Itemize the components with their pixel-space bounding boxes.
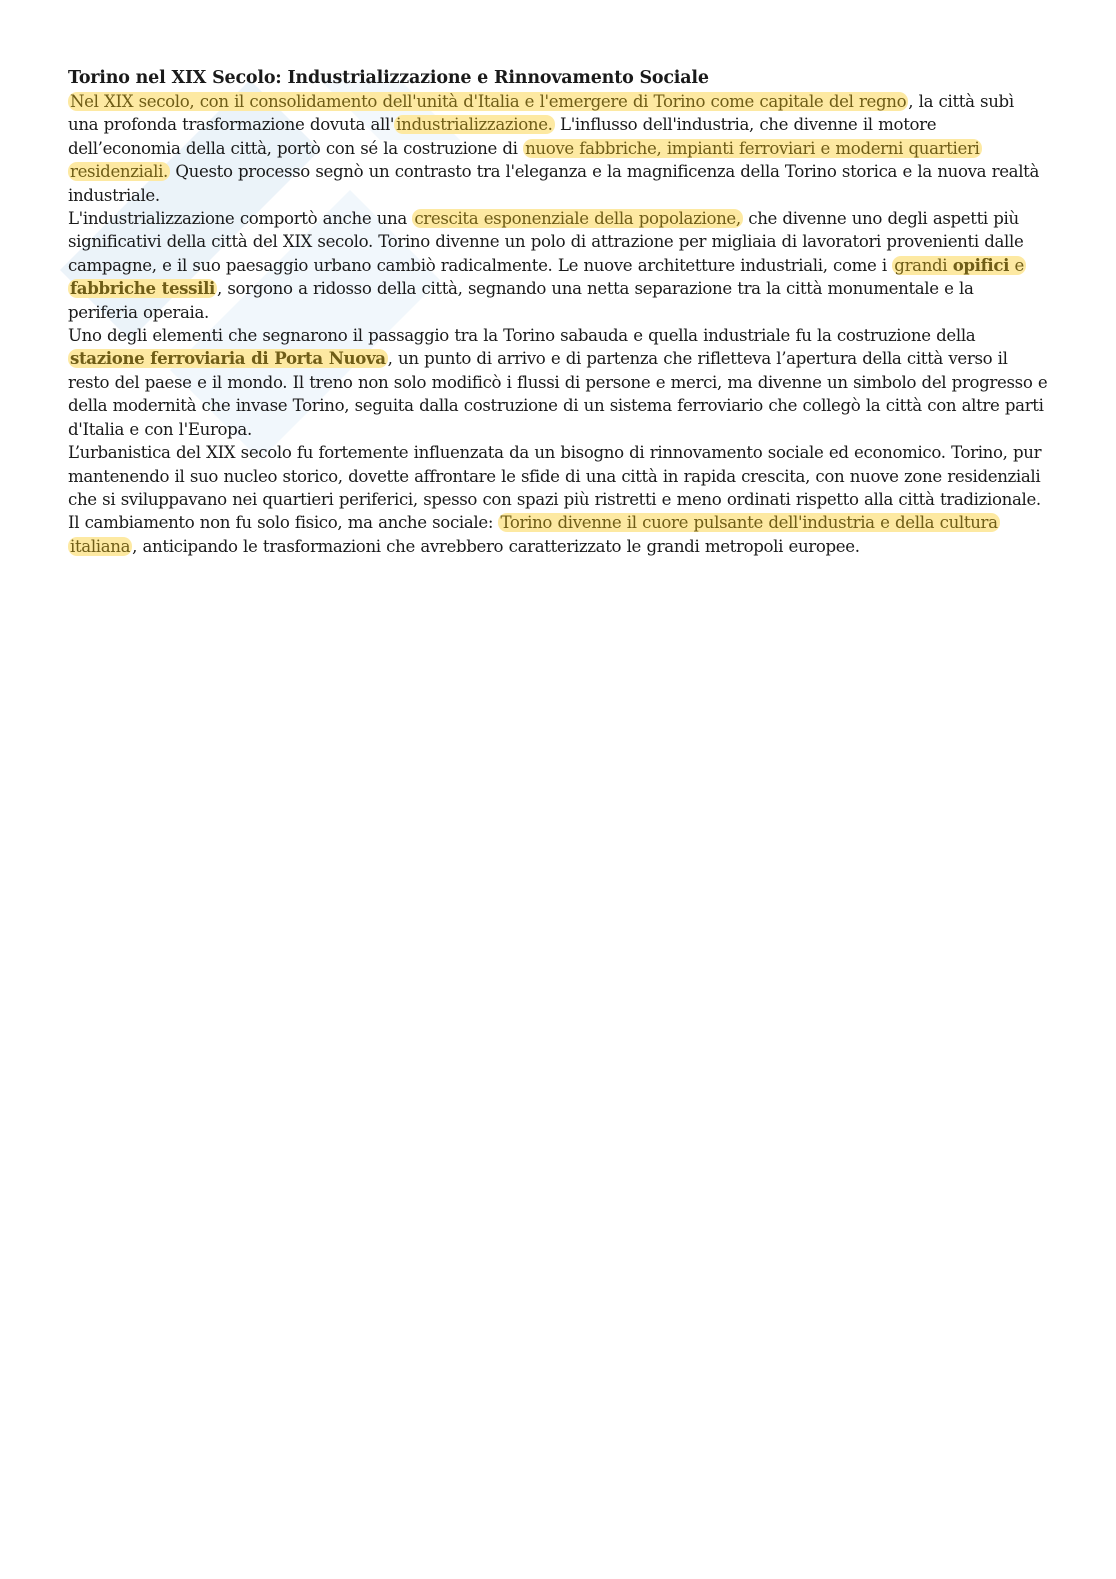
highlight-text: e: [1009, 255, 1024, 275]
text-segment: che divenne uno degli aspetti più significativi della città del XIX secolo. Torino divenne un polo di attrazione per migliaia di lavoratori provenienti dalle campagne, e il suo paesaggio urbano cambiò radicalmente. Le nuove architetture industriali, come i: [68, 209, 1024, 275]
text-segment: , la città subì una profonda trasformazione dovuta all': [68, 92, 1014, 135]
text-segment: , anticipando le trasformazioni che avrebbero caratterizzato le grandi metropoli europee.: [132, 536, 860, 556]
text-segment: L'industrializzazione comportò anche una: [68, 209, 413, 229]
paragraph-2: [68, 207, 1048, 324]
highlight-1: Nel XIX secolo, con il consolidamento dell'unità d'Italia e l'emergere di Torino come capitale del regno: [70, 92, 907, 111]
highlight-2: industrializzazione.: [396, 115, 553, 135]
text-segment: Uno degli elementi che segnarono il passaggio tra la Torino sabauda e quella industriale fu la costruzione della: [68, 326, 976, 346]
paragraph-3: [68, 324, 1048, 441]
bold-text: stazione ferroviaria di Porta Nuova: [70, 348, 386, 369]
text-segment: Questo processo segnò un contrasto tra l'eleganza e la magnificenza della Torino storica e la nuova realtà industriale.: [68, 162, 1040, 205]
bold-text: fabbriche tessili: [70, 278, 216, 299]
highlight-4: crescita esponenziale della popolazione,: [414, 209, 741, 229]
paragraph-4: [68, 441, 1048, 558]
text-segment: L’urbanistica del XIX secolo fu fortemente influenzata da un bisogno di rinnovamento sociale ed economico. Torino, pur mantenendo il suo nucleo storico, dovette affrontare le sfide di una città in rapida crescita, con nuove zone residenziali che si sviluppavano nei quartieri periferici, spesso con spazi più ristretti e meno ordinati rispetto alla città tradizionale. Il cambiamento non fu solo fisico, ma anche sociale:: [68, 443, 1042, 533]
document-body: [68, 67, 1048, 558]
document-title: Torino nel XIX Secolo: Industrializzazione e Rinnovamento Sociale: [68, 68, 709, 88]
text-segment: , un punto di arrivo e di partenza che rifletteva l’apertura della città verso il resto del paese e il mondo. Il treno non solo modificò i flussi di persone e merci, ma divenne un simbolo del progresso e della modernità che invase Torino, seguita dalla costruzione di un sistema ferroviario che collegò la città con altre parti d'Italia e con l'Europa.: [68, 349, 1048, 439]
highlight-6: [68, 349, 388, 368]
highlight-7: Torino divenne il cuore pulsante dell'industria e della cultura italiana: [70, 513, 998, 556]
highlight-text: grandi: [894, 255, 953, 275]
text-segment: , sorgono a ridosso della città, segnando una netta separazione tra la città monumentale e la periferia operaia.: [68, 279, 974, 322]
highlight-3: nuove fabbriche, impianti ferroviari e moderni quartieri residenziali.: [70, 138, 980, 182]
bold-text: opifici: [952, 254, 1010, 275]
paragraph-1: [68, 90, 1048, 207]
text-segment: L'influsso dell'industria, che divenne il motore dell’economia della città, portò con sé la costruzione di: [68, 115, 937, 158]
